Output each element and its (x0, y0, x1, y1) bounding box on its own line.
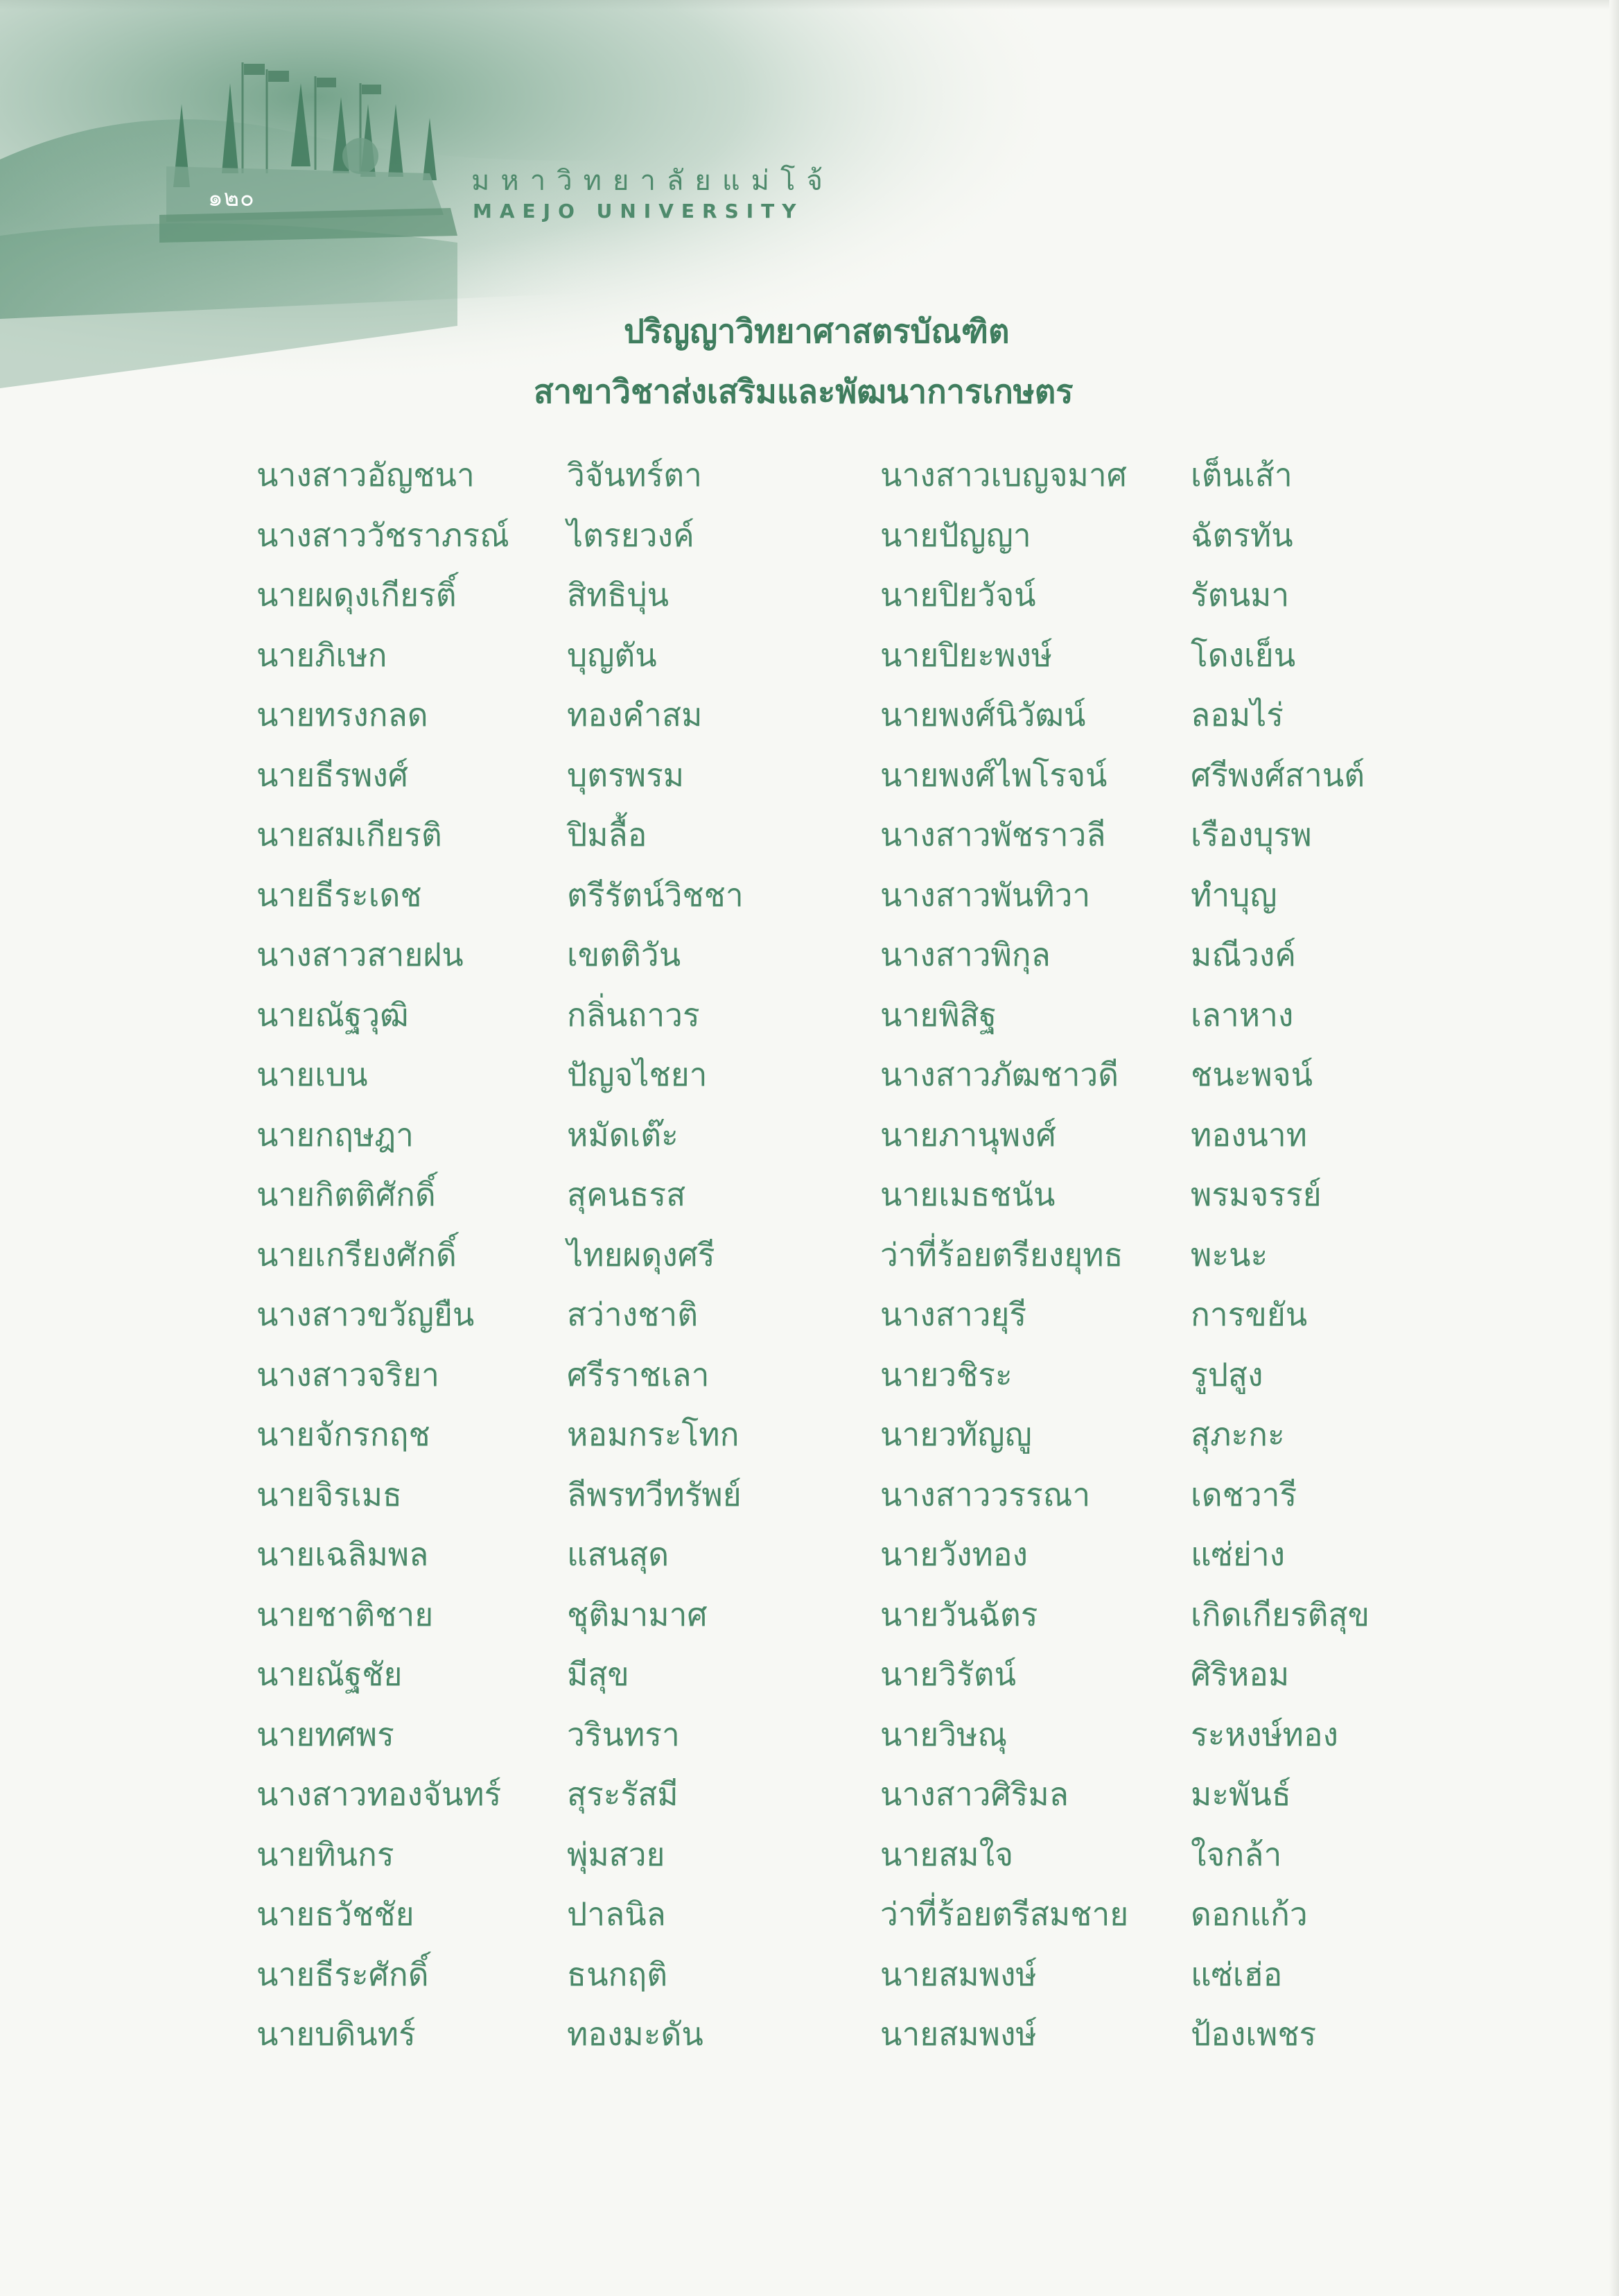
name-left-first: นายเฉลิมพล (256, 1536, 429, 1573)
name-right-last: ชนะพจน์ (1191, 1056, 1313, 1093)
name-right-first: นางสาวพันทิวา (880, 876, 1091, 914)
name-left-first: นายทินกร (256, 1835, 394, 1873)
name-row (0, 1114, 1619, 1174)
name-right-first: ว่าที่ร้อยตรีสมชาย (880, 1895, 1129, 1933)
name-row (0, 1054, 1619, 1113)
name-left-first: นายกิตติศักดิ์ (256, 1176, 436, 1213)
name-row (0, 1533, 1619, 1593)
name-left-first: นางสาวอัญชนา (256, 456, 475, 494)
name-right-last: ป้องเพชร (1191, 2015, 1317, 2053)
name-left-last: สิทธิบุ่น (567, 576, 670, 614)
name-right-last: มณีวงค์ (1191, 936, 1297, 973)
name-left-last: ทองมะดัน (567, 2015, 703, 2053)
name-right-last: รูปสูง (1191, 1355, 1263, 1393)
name-left-last: เขตติวัน (567, 936, 681, 973)
name-right-last: พะนะ (1191, 1235, 1268, 1273)
name-right-last: เต็นเส้า (1191, 456, 1293, 494)
name-left-first: นายเกรียงศักดิ์ (256, 1235, 457, 1273)
name-right-last: ใจกล้า (1191, 1835, 1282, 1873)
name-left-first: นายณัฐชัย (256, 1655, 403, 1693)
name-right-first: นางสาววรรณา (880, 1475, 1091, 1513)
name-right-last: โดงเย็น (1191, 636, 1296, 674)
name-left-last: ธนกฤติ (567, 1955, 668, 1993)
name-right-first: นายสมพงษ์ (880, 2015, 1037, 2053)
name-row (0, 1834, 1619, 1893)
name-right-first: นายพงศ์นิวัฒน์ (880, 696, 1086, 733)
name-left-first: นายณัฐวุฒิ (256, 995, 409, 1034)
major-title: สาขาวิชาส่งเสริมและพัฒนาการเกษตร (534, 373, 1074, 411)
name-left-first: นายบดินทร์ (256, 2015, 416, 2053)
name-right-first: นางสาวภัฒชาวดี (880, 1056, 1119, 1093)
name-left-last: ปัญจไชยา (567, 1056, 708, 1093)
name-row (0, 1414, 1619, 1473)
name-left-last: แสนสุด (567, 1536, 670, 1573)
name-left-last: วรินทรา (567, 1715, 680, 1753)
name-right-first: นายวังทอง (880, 1536, 1028, 1573)
name-row (0, 814, 1619, 873)
name-row (0, 454, 1619, 514)
name-left-last: ศรีราชเลา (567, 1355, 710, 1393)
name-right-first: นายเมธชนัน (880, 1176, 1056, 1213)
name-row (0, 634, 1619, 694)
name-right-last: ดอกแก้ว (1191, 1895, 1308, 1933)
name-right-last: รัตนมา (1191, 576, 1290, 614)
name-right-first: นายวันฉัตร (880, 1595, 1038, 1633)
name-right-last: ระหงษ์ทอง (1191, 1715, 1338, 1753)
name-row (0, 1354, 1619, 1414)
name-right-last: แซ่เฮ่อ (1191, 1955, 1283, 1993)
name-left-first: นางสาวจริยา (256, 1355, 439, 1393)
name-row (0, 1174, 1619, 1233)
name-left-last: พุ่มสวย (567, 1835, 665, 1873)
name-right-first: นายภานุพงศ์ (880, 1115, 1056, 1154)
name-row (0, 874, 1619, 934)
name-right-last: สุภะกะ (1191, 1416, 1285, 1453)
name-left-last: ปาลนิล (567, 1895, 666, 1933)
name-right-first: นายวิรัตน์ (880, 1655, 1017, 1693)
name-row (0, 1653, 1619, 1713)
name-right-first: นายวทัญญู (880, 1416, 1032, 1453)
name-left-first: นายธีระศักดิ์ (256, 1955, 429, 1993)
university-name-english: MAEJO UNIVERSITY (473, 200, 804, 223)
name-left-last: สุระรัสมี (567, 1775, 679, 1813)
name-left-last: บุตรพรม (567, 756, 685, 794)
name-right-first: นางสาวเบญจมาศ (880, 456, 1127, 494)
name-left-first: นายเบน (256, 1056, 368, 1093)
name-right-first: นายปัญญา (880, 516, 1031, 554)
name-left-first: นายทศพร (256, 1715, 394, 1753)
name-row (0, 1714, 1619, 1773)
name-right-last: การขยัน (1191, 1296, 1308, 1333)
name-right-first: นางสาวยุรี (880, 1296, 1027, 1333)
name-left-first: นายภิเษก (256, 636, 387, 674)
name-right-last: เรืองบุรพ (1191, 816, 1312, 853)
name-left-first: นายชาติชาย (256, 1595, 434, 1633)
name-left-last: หอมกระโทก (567, 1416, 740, 1453)
name-left-first: นายธีรพงศ์ (256, 756, 408, 794)
name-row (0, 1954, 1619, 2013)
name-left-last: ไตรยวงค์ (567, 516, 694, 554)
name-row (0, 2013, 1619, 2073)
name-row (0, 574, 1619, 634)
name-left-last: กลิ่นถาวร (567, 995, 700, 1034)
name-right-first: นายสมพงษ์ (880, 1955, 1037, 1993)
name-right-last: มะพันธ์ (1191, 1775, 1291, 1813)
name-right-last: แซ่ย่าง (1191, 1536, 1286, 1573)
name-row (0, 1474, 1619, 1533)
name-right-last: พรมจรรย์ (1191, 1176, 1322, 1213)
name-left-first: นายผดุงเกียรติ์ (256, 576, 457, 614)
name-right-first: นายวชิระ (880, 1355, 1013, 1393)
name-left-first: นางสาวขวัญยืน (256, 1296, 475, 1333)
name-left-first: นายธวัชชัย (256, 1895, 414, 1933)
name-left-first: นายสมเกียรติ (256, 816, 442, 853)
name-left-first: นางสาวสายฝน (256, 936, 464, 973)
university-name-thai: มหาวิทยาลัยแม่โจ้ (471, 165, 834, 197)
name-left-last: ลีพรทวีทรัพย์ (567, 1475, 742, 1513)
name-right-first: นายพิสิฐ (880, 995, 997, 1034)
name-right-last: ทำบุญ (1191, 876, 1277, 914)
name-left-last: บุญตัน (567, 636, 657, 674)
name-left-last: หมัดเต๊ะ (567, 1115, 679, 1154)
name-right-first: นางสาวพัชราวลี (880, 816, 1106, 853)
name-left-first: นายจิรเมธ (256, 1475, 403, 1513)
name-right-last: ฉัตรทัน (1191, 516, 1293, 554)
name-left-first: นายจักรกฤช (256, 1416, 430, 1453)
name-left-last: สุคนธรส (567, 1176, 686, 1213)
name-row (0, 994, 1619, 1054)
name-row (0, 1594, 1619, 1653)
name-right-last: ทองนาท (1191, 1115, 1308, 1154)
name-row (0, 1893, 1619, 1953)
name-left-last: วิจันทร์ตา (567, 456, 702, 494)
name-right-first: นายปิยะพงษ์ (880, 636, 1053, 674)
name-left-first: นายธีระเดช (256, 876, 422, 914)
name-row (0, 1294, 1619, 1353)
name-right-last: เลาหาง (1191, 995, 1294, 1034)
name-right-first: ว่าที่ร้อยตรียงยุทธ (880, 1235, 1123, 1273)
name-left-last: สว่างชาติ (567, 1296, 699, 1333)
name-left-first: นางสาววัชราภรณ์ (256, 516, 509, 554)
name-left-last: ชุติมามาศ (567, 1595, 708, 1633)
name-left-last: ปิมลื้อ (567, 816, 647, 853)
name-right-first: นายพงศ์ไพโรจน์ (880, 756, 1108, 794)
anniversary-number: ๑๒๐ (208, 184, 255, 212)
name-left-last: ตรีรัตน์วิชชา (567, 876, 744, 914)
name-right-last: ลอมไร่ (1191, 696, 1284, 733)
name-left-first: นางสาวทองจันทร์ (256, 1775, 502, 1813)
name-left-first: นายกฤษฎา (256, 1115, 414, 1154)
name-row (0, 1234, 1619, 1294)
name-left-last: มีสุข (567, 1655, 629, 1693)
name-right-last: ศรีพงศ์สานต์ (1191, 756, 1365, 794)
name-row (0, 934, 1619, 993)
name-row (0, 1773, 1619, 1833)
name-row (0, 694, 1619, 754)
name-row (0, 754, 1619, 814)
name-right-last: เดชวารี (1191, 1475, 1297, 1513)
degree-title: ปริญญาวิทยาศาสตรบัณฑิต (624, 313, 1010, 351)
name-left-last: ไทยผดุงศรี (567, 1235, 715, 1273)
name-row (0, 514, 1619, 574)
name-left-last: ทองคำสม (567, 696, 703, 733)
name-right-first: นายวิษณุ (880, 1715, 1008, 1753)
name-right-first: นายปิยวัจน์ (880, 576, 1036, 614)
name-right-first: นางสาวศิริมล (880, 1775, 1069, 1813)
name-left-first: นายทรงกลด (256, 696, 428, 733)
name-right-last: เกิดเกียรติสุข (1191, 1595, 1370, 1633)
name-right-first: นายสมใจ (880, 1835, 1014, 1873)
name-right-last: ศิริหอม (1191, 1655, 1290, 1693)
name-right-first: นางสาวพิกุล (880, 936, 1051, 973)
